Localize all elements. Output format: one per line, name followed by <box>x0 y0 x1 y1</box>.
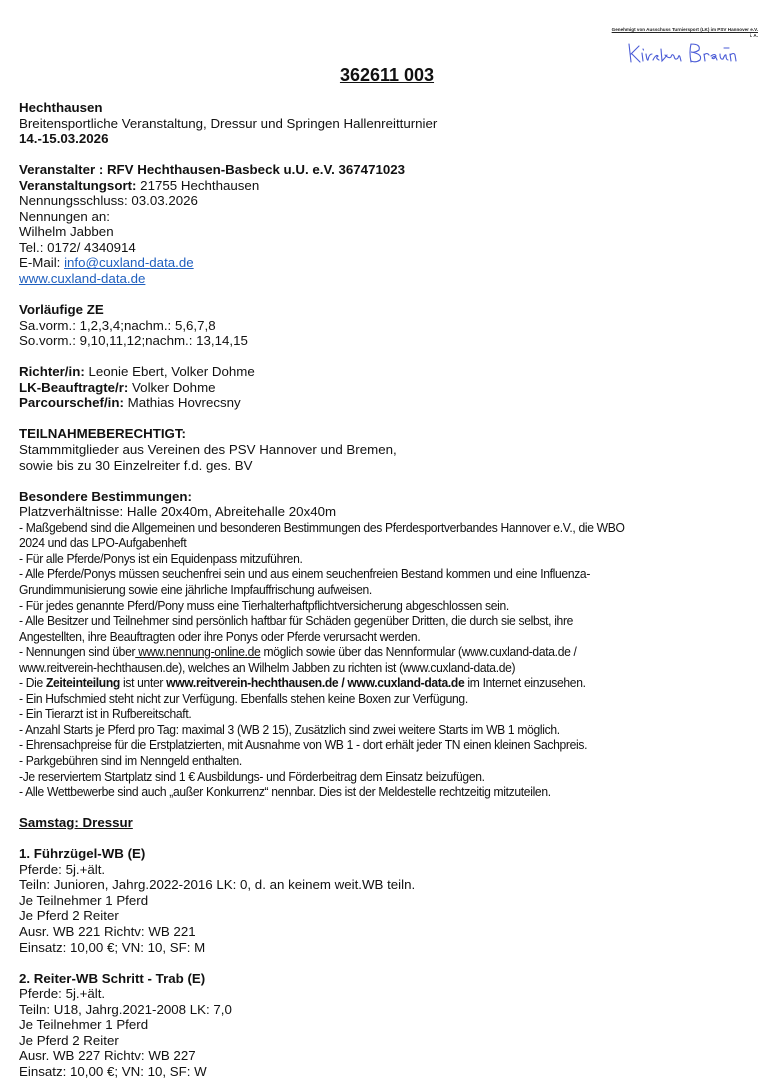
rule-7-pre: - Die <box>19 675 46 691</box>
rule-6-pre: - Nennungen sind über <box>19 644 136 660</box>
rule-3a: - Alle Pferde/Ponys müssen seuchenfrei sein und aus einem seuchenfreien Bestand kommen und eine Influenza- <box>19 566 591 582</box>
competition-horses: Pferde: 5j.+ält. <box>19 861 106 877</box>
competition-fee: Einsatz: 10,00 €; VN: 10, SF: W <box>19 1063 207 1079</box>
day-heading: Samstag: Dressur <box>19 815 133 831</box>
document-body <box>19 100 759 1079</box>
competition-fee: Einsatz: 10,00 €; VN: 10, SF: M <box>19 939 206 955</box>
rules-venue: Platzverhältnisse: Halle 20x40m, Abreitehalle 20x40m <box>19 504 337 520</box>
rule-14: - Alle Wettbewerbe sind auch „außer Konkurrenz“ nennbar. Dies ist der Meldestelle rechtzeitig mitzuteilen. <box>19 784 551 800</box>
event-dates: 14.-15.03.2026 <box>19 131 109 147</box>
rule-3b: Grundimmunisierung sowie eine jährliche Impfauffrischung aufweisen. <box>19 581 372 597</box>
email-link[interactable]: info@cuxland-data.de <box>64 255 194 271</box>
rule-8: - Ein Hufschmied steht nicht zur Verfügung. Ebenfalls stehen keine Boxen zur Verfügung. <box>19 690 468 706</box>
rule-1b: 2024 und das LPO-Aufgabenheft <box>19 535 187 551</box>
document-number: 362611 003 <box>339 65 435 85</box>
nennung-online-link[interactable]: www.nennung-online.de <box>135 644 261 660</box>
event-description: Breitensportliche Veranstaltung, Dressur und Springen Hallenreitturnier <box>19 115 438 131</box>
course-designer-label: Parcourschef/in: <box>19 395 124 411</box>
entries-to-label: Nennungen an: <box>19 208 110 224</box>
rule-5a: - Alle Besitzer und Teilnehmer sind persönlich haftbar für Schäden gegenüber Dritten, die durch sie selbst, ihre <box>19 613 574 629</box>
rule-6a <box>19 644 763 660</box>
rule-13: -Je reserviertem Startplatz sind 1 € Ausbildungs- und Förderbeitrag dem Einsatz beizufügen. <box>19 768 485 784</box>
website-link[interactable]: www.cuxland-data.de <box>19 271 146 287</box>
judges-value: Leonie Ebert, Volker Dohme <box>84 364 255 380</box>
lk-label: LK-Beauftragte/r: <box>19 379 129 395</box>
competition-participants: Teiln: U18, Jahrg.2021-2008 LK: 7,0 <box>19 1001 232 1017</box>
competition-title: 2. Reiter-WB Schritt - Trab (E) <box>19 970 206 986</box>
rule-7-bold-1: Zeiteinteilung <box>45 675 120 691</box>
organizer-line: Veranstalter : RFV Hechthausen-Basbeck u.U. e.V. 367471023 <box>19 162 406 178</box>
entry-deadline: Nennungsschluss: 03.03.2026 <box>19 193 198 209</box>
course-designer-value: Mathias Hovrecsny <box>123 395 241 411</box>
email-line <box>19 255 759 271</box>
venue-value: 21755 Hechthausen <box>136 177 260 193</box>
competition-horses: Pferde: 5j.+ält. <box>19 986 106 1002</box>
competition-per-participant: Je Teilnehmer 1 Pferd <box>19 1017 149 1033</box>
rule-7-mid: ist unter <box>119 675 167 691</box>
competition-rules: Ausr. WB 227 Richtv: WB 227 <box>19 1048 196 1064</box>
rule-7 <box>19 675 763 691</box>
competition-per-horse: Je Pferd 2 Reiter <box>19 908 119 924</box>
event-place: Hechthausen <box>19 100 103 115</box>
rule-2: - Für alle Pferde/Ponys ist ein Equidenpass mitzuführen. <box>19 550 303 566</box>
rule-1a: - Maßgebend sind die Allgemeinen und besonderen Bestimmungen des Pferdesportverbandes Hannover e.V., die WBO <box>19 519 625 535</box>
signature-stroke <box>629 44 681 62</box>
competition-rules: Ausr. WB 221 Richtv: WB 221 <box>19 923 196 939</box>
rule-5b: Angestellten, ihre Beauftragten oder ihre Ponys oder Pferde verursacht werden. <box>19 628 421 644</box>
course-designer-line <box>19 395 759 411</box>
approval-stamp <box>608 27 758 38</box>
email-label: E-Mail: <box>19 255 65 271</box>
schedule-heading: Vorläufige ZE <box>19 302 104 318</box>
competition-per-horse: Je Pferd 2 Reiter <box>19 1032 119 1048</box>
eligibility-line-1: Stammmitglieder aus Vereinen des PSV Hannover und Bremen, <box>19 442 397 458</box>
judges-label: Richter/in: <box>19 364 85 380</box>
competition-title: 1. Führzügel-WB (E) <box>19 846 146 862</box>
rule-11: - Ehrensachpreise für die Erstplatzierten, mit Ausnahme von WB 1 - dort erhält jeder TN einen kleinen Sachpreis. <box>19 737 588 753</box>
signature-stroke-2 <box>690 44 736 62</box>
competition-2 <box>19 971 759 1080</box>
contact-phone: Tel.: 0172/ 4340914 <box>19 239 136 255</box>
rule-6b: www.reitverein-hechthausen.de), welches an Wilhelm Jabben zu richten ist (www.cuxland-data.de) <box>19 659 516 675</box>
competition-per-participant: Je Teilnehmer 1 Pferd <box>19 892 149 908</box>
rule-7-post: im Internet einzusehen. <box>464 675 586 691</box>
competition-participants: Teiln: Junioren, Jahrg.2022-2016 LK: 0, d. an keinem weit.WB teiln. <box>19 877 416 893</box>
judges-line <box>19 364 759 380</box>
approval-stamp-ia: i. A. <box>749 33 758 38</box>
rule-7-bold-2: www.reitverein-hechthausen.de / www.cuxland-data.de <box>166 675 465 691</box>
rules-heading: Besondere Bestimmungen: <box>19 488 192 504</box>
lk-value: Volker Dohme <box>128 379 216 395</box>
schedule-sunday: So.vorm.: 9,10,11,12;nachm.: 13,14,15 <box>19 333 248 349</box>
rule-9: - Ein Tierarzt ist in Rufbereitschaft. <box>19 706 192 722</box>
rule-10: - Anzahl Starts je Pferd pro Tag: maximal 3 (WB 2 15), Zusätzlich sind zwei weitere Starts im WB 1 möglich. <box>19 721 560 737</box>
lk-line <box>19 380 759 396</box>
eligibility-line-2: sowie bis zu 30 Einzelreiter f.d. ges. BV <box>19 457 253 473</box>
contact-name: Wilhelm Jabben <box>19 224 114 240</box>
rule-6-post: möglich sowie über das Nennformular (www.cuxland-data.de / <box>260 644 577 660</box>
signature-kirsten-braun <box>625 40 750 66</box>
rule-4: - Für jedes genannte Pferd/Pony muss eine Tierhalterhaftpflichtversicherung abgeschlossen sein. <box>19 597 509 613</box>
competition-1 <box>19 846 759 955</box>
schedule-saturday: Sa.vorm.: 1,2,3,4;nachm.: 5,6,7,8 <box>19 317 216 333</box>
eligibility-heading: TEILNAHMEBERECHTIGT: <box>19 426 186 442</box>
venue-label: Veranstaltungsort: <box>19 177 137 193</box>
venue-line <box>19 178 759 194</box>
rule-12: - Parkgebühren sind im Nenngeld enthalten. <box>19 752 242 768</box>
approval-stamp-text: Genehmigt von Ausschuss Turniersport (LK) im PSV Hannover e.V. <box>611 27 758 32</box>
